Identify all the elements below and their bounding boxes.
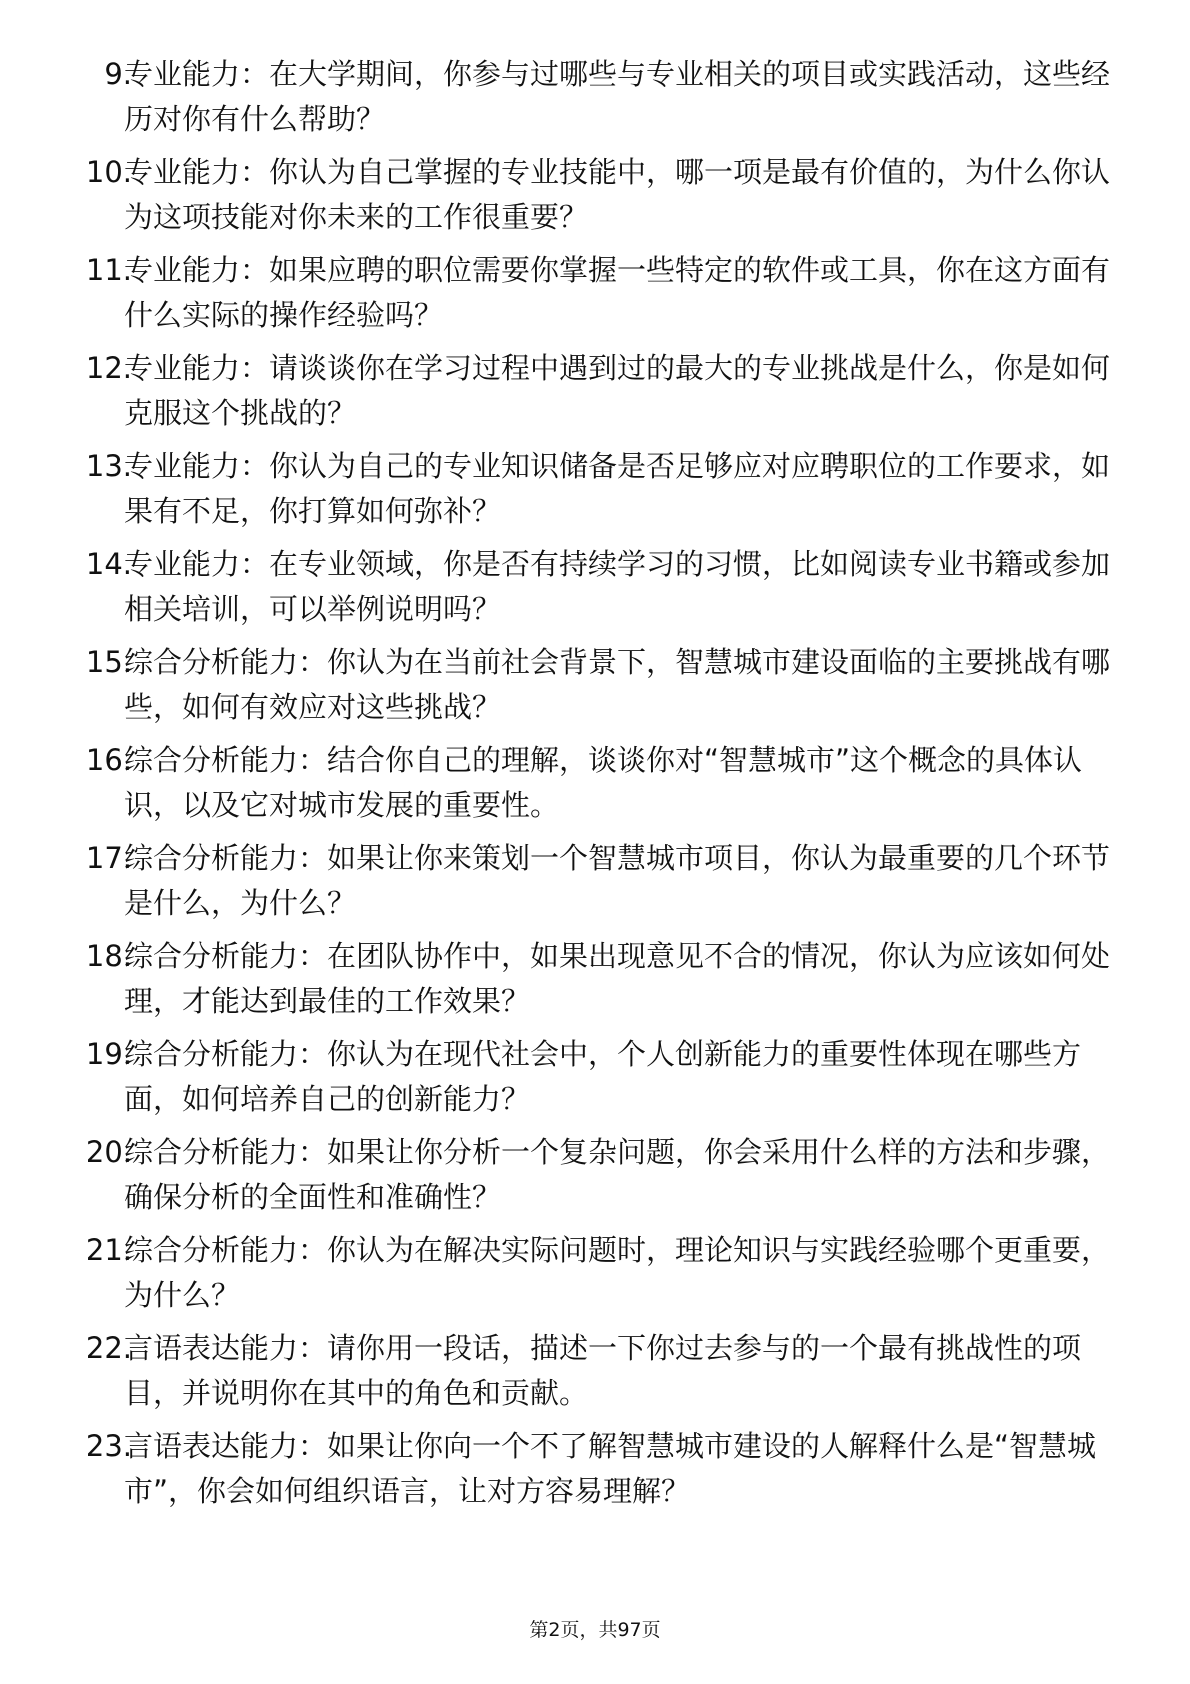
question-item [0,1424,1190,1522]
question-text: 专业能力：如果应聘的职位需要你掌握一些特定的软件或工具，你在这方面有什么实际的操作经验吗？ [124,253,1111,332]
question-text: 综合分析能力：你认为在解决实际问题时，理论知识与实践经验哪个更重要，为什么？ [124,1233,1111,1312]
question-text: 言语表达能力：请你用一段话，描述一下你过去参与的一个最有挑战性的项目，并说明你在其中的角色和贡献。 [124,1331,1082,1410]
question-number: 14. [85,547,132,581]
question-number: 19. [85,1037,132,1071]
question-text: 综合分析能力：如果让你来策划一个智慧城市项目，你认为最重要的几个环节是什么，为什么？ [124,841,1111,920]
question-number: 15. [85,645,132,679]
question-item [0,248,1190,346]
question-item [0,836,1190,934]
question-text: 言语表达能力：如果让你向一个不了解智慧城市建设的人解释什么是“智慧城市”，你会如何组织语言，让对方容易理解？ [124,1429,1097,1508]
question-text: 专业能力：你认为自己的专业知识储备是否足够应对应聘职位的工作要求，如果有不足，你打算如何弥补？ [124,449,1111,528]
question-number: 10. [85,155,132,189]
question-text: 专业能力：在专业领域，你是否有持续学习的习惯，比如阅读专业书籍或参加相关培训，可以举例说明吗？ [124,547,1111,626]
question-text: 综合分析能力：你认为在现代社会中，个人创新能力的重要性体现在哪些方面，如何培养自己的创新能力？ [124,1037,1082,1116]
question-number: 11. [85,253,132,287]
question-item [0,1032,1190,1130]
question-text: 综合分析能力：结合你自己的理解，谈谈你对“智慧城市”这个概念的具体认识，以及它对城市发展的重要性。 [124,743,1083,822]
question-item [0,150,1190,248]
question-number: 17. [85,841,132,875]
question-number: 20. [85,1135,132,1169]
question-number: 21. [85,1233,132,1267]
question-number: 9. [104,57,132,91]
question-text: 综合分析能力：如果让你分析一个复杂问题，你会采用什么样的方法和步骤，确保分析的全面性和准确性？ [124,1135,1111,1214]
question-number: 13. [85,449,132,483]
question-item [0,444,1190,542]
question-item [0,738,1190,836]
question-number: 18. [85,939,132,973]
question-item [0,934,1190,1032]
question-item [0,542,1190,640]
question-text: 综合分析能力：在团队协作中，如果出现意见不合的情况，你认为应该如何处理，才能达到最佳的工作效果？ [124,939,1111,1018]
question-text: 专业能力：你认为自己掌握的专业技能中，哪一项是最有价值的，为什么你认为这项技能对你未来的工作很重要？ [124,155,1111,234]
question-item [0,1326,1190,1424]
question-item [0,1130,1190,1228]
question-number: 23. [85,1429,132,1463]
question-item [0,346,1190,444]
question-text: 综合分析能力：你认为在当前社会背景下，智慧城市建设面临的主要挑战有哪些，如何有效应对这些挑战？ [124,645,1111,724]
question-text: 专业能力：请谈谈你在学习过程中遇到过的最大的专业挑战是什么，你是如何克服这个挑战的？ [124,351,1111,430]
page-footer: 第2页，共97页 [529,1619,661,1641]
question-item [0,1228,1190,1326]
question-number: 16. [85,743,132,777]
question-number: 12. [85,351,132,385]
question-list [0,52,1190,1522]
question-item [0,52,1190,150]
question-item [0,640,1190,738]
question-number: 22. [85,1331,132,1365]
question-text: 专业能力：在大学期间，你参与过哪些与专业相关的项目或实践活动，这些经历对你有什么帮助？ [124,57,1111,136]
